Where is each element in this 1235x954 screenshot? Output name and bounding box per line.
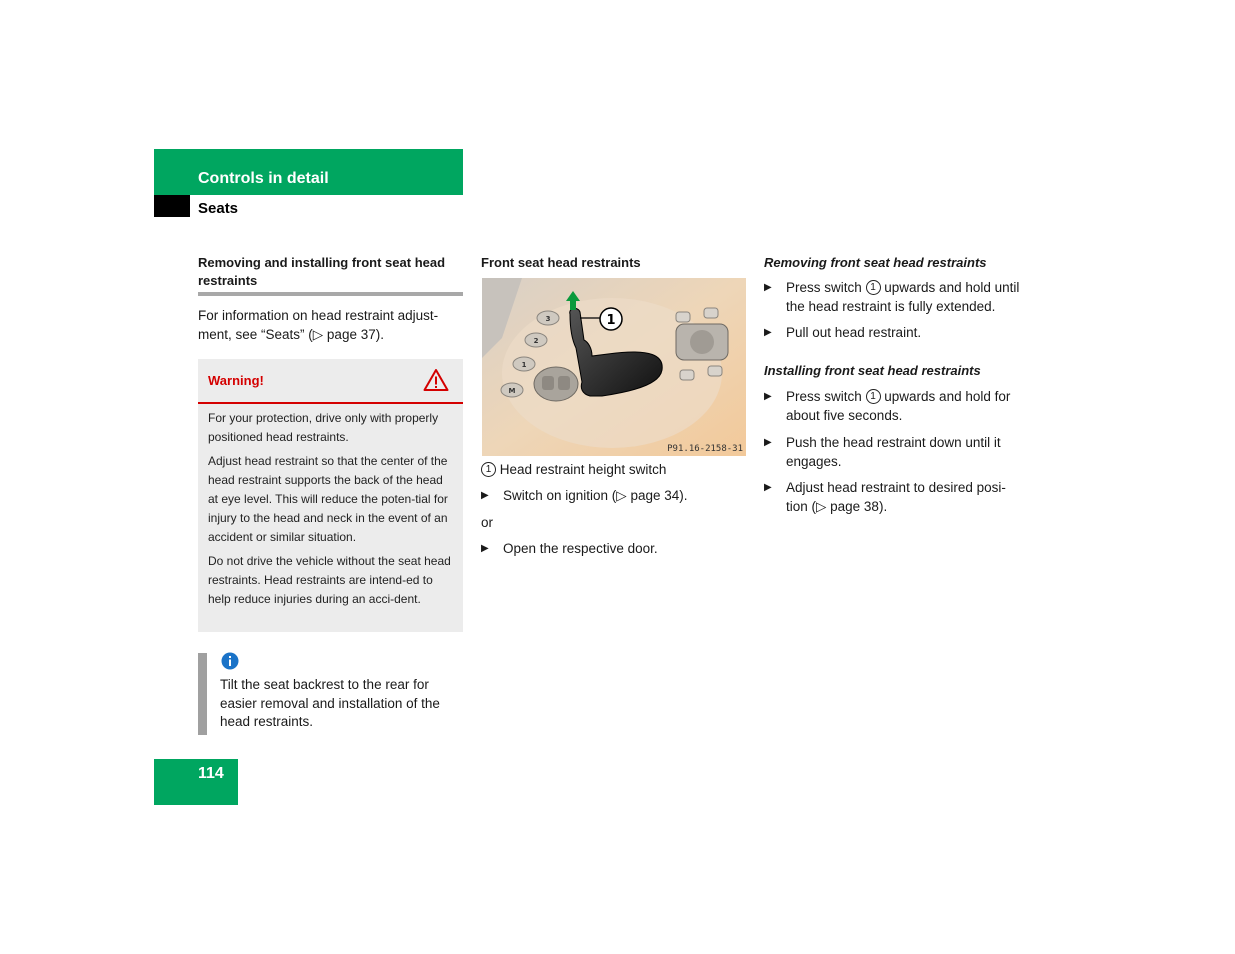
page-number-box [154, 759, 238, 805]
memory-button-2 [525, 333, 547, 347]
photo-legend [481, 461, 666, 480]
svg-text:3: 3 [545, 315, 551, 323]
install-heading: Installing front seat head restraints [764, 363, 981, 378]
svg-text:M: M [508, 387, 516, 395]
heading-rule [198, 292, 463, 296]
subsection-title: Seats [198, 200, 239, 217]
bullet-arrow-icon: ▶ [481, 543, 489, 554]
callout-number: 1 [866, 280, 881, 295]
bullet-arrow-icon: ▶ [764, 282, 772, 293]
remove-heading: Removing front seat head restraints [764, 255, 987, 270]
memory-button-1 [513, 357, 535, 371]
callout-number: 1 [481, 462, 496, 477]
warning-paragraph: Adjust head restraint so that the center of the head restraint supports the back of the head at eye level. This will reduce the poten-tial for injury to the head and neck in the event of an accident or similar situation. [208, 454, 448, 544]
bullet-arrow-icon: ▶ [764, 482, 772, 493]
middle-heading: Front seat head restraints [481, 255, 641, 270]
photo-code: P91.16-2158-31 [667, 444, 743, 454]
warning-triangle-icon [423, 368, 449, 392]
memory-button-m [501, 383, 523, 397]
warning-text [208, 409, 456, 614]
seat-panel-illustration [482, 278, 746, 456]
warning-header [198, 359, 463, 404]
info-icon [221, 652, 239, 670]
bullet-arrow-icon: ▶ [764, 327, 772, 338]
bullet-arrow-icon: ▶ [764, 437, 772, 448]
legend-text: Head restraint height switch [499, 462, 667, 477]
svg-text:1: 1 [606, 313, 616, 328]
page-number: 114 [198, 765, 224, 782]
warning-paragraph: For your protection, drive only with properly positioned head restraints. [208, 411, 439, 444]
bullet-arrow-icon: ▶ [764, 391, 772, 402]
svg-text:1: 1 [521, 361, 527, 369]
warning-paragraph: Do not drive the vehicle without the seat head restraints. Head restraints are intend-ed to help reduce injuries during an acci-dent. [208, 554, 451, 606]
or-text: or [481, 515, 494, 530]
warning-label: Warning! [208, 373, 264, 388]
left-heading: Removing and installing front seat head restraints [198, 255, 446, 288]
info-text: Tilt the seat backrest to the rear for easier removal and installation of the head restraints. [220, 677, 440, 729]
section-title: Controls in detail [198, 170, 329, 187]
callout-number: 1 [866, 389, 881, 404]
memory-button-3 [537, 311, 559, 325]
seat-controls-photo [482, 278, 746, 456]
bullet-arrow-icon: ▶ [481, 490, 489, 501]
warning-box [198, 359, 463, 632]
info-side-bar [198, 653, 207, 735]
svg-text:2: 2 [533, 337, 539, 345]
intro-text: For information on head restraint adjust-ment, see “Seats” (▷ page 37). [198, 308, 439, 342]
header-tab-marker [154, 195, 190, 217]
